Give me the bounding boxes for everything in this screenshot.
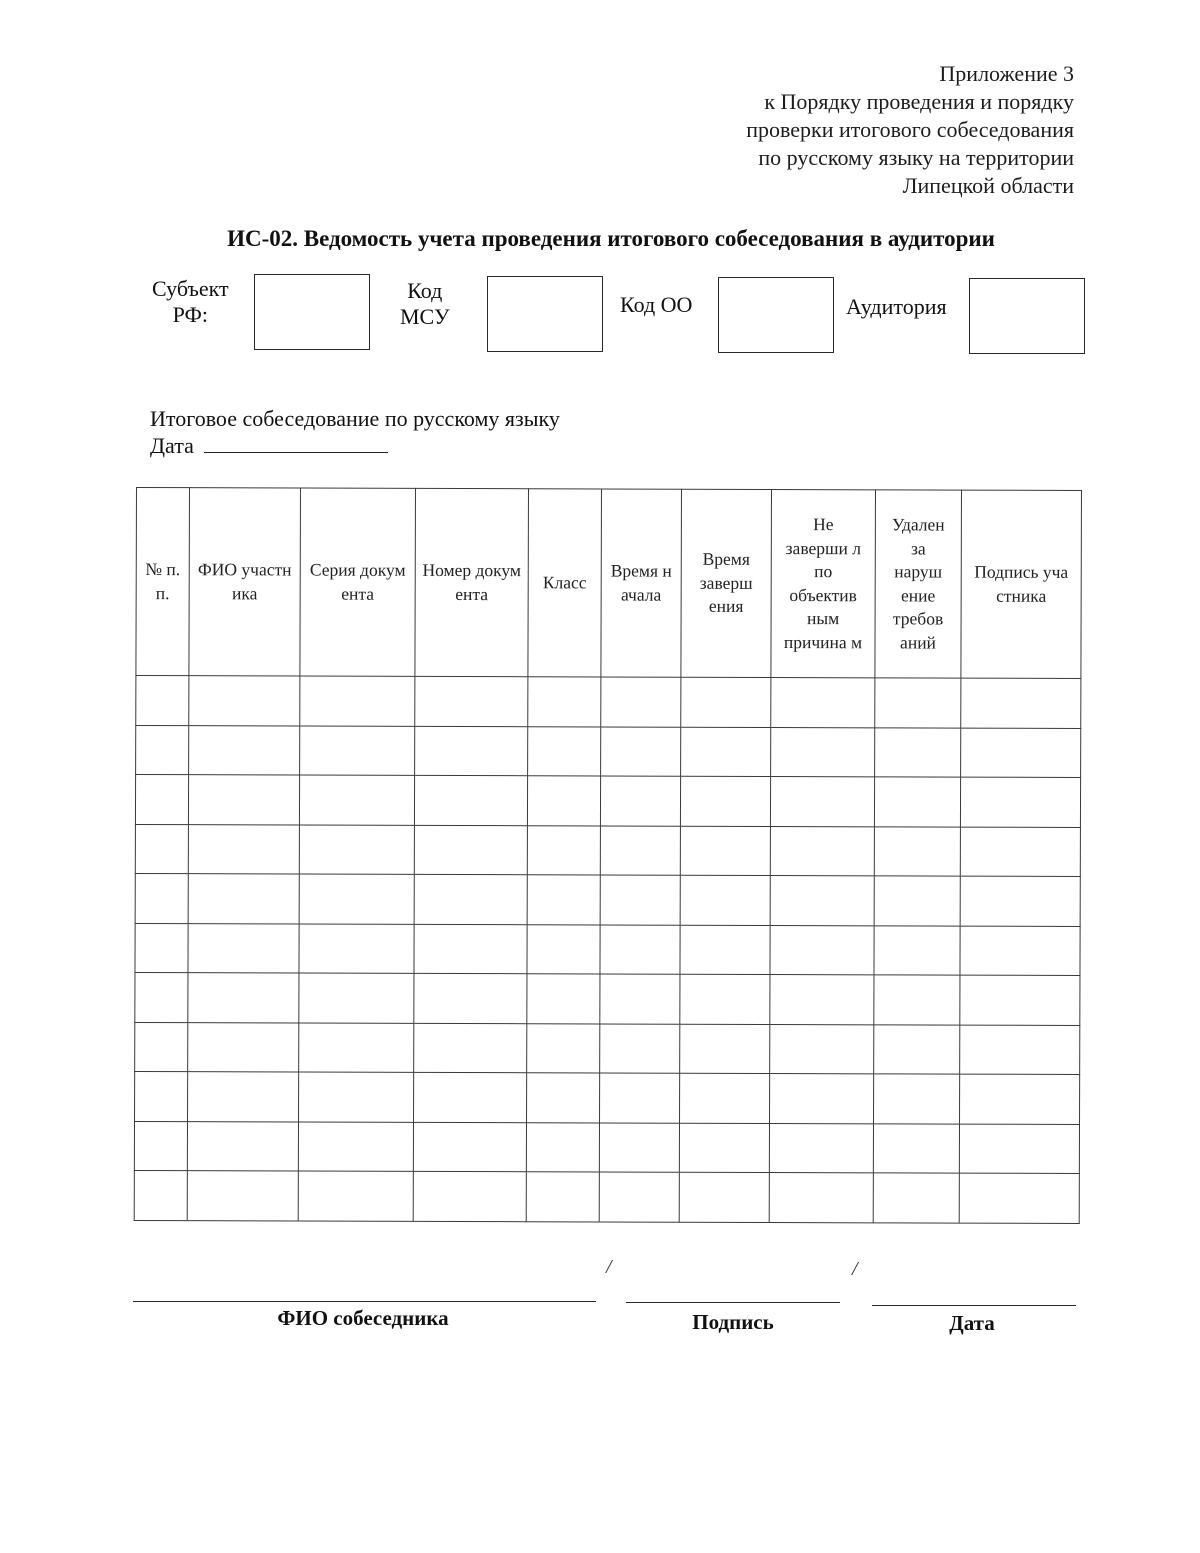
date-signature-line[interactable] <box>872 1305 1076 1306</box>
table-cell[interactable] <box>135 1071 188 1121</box>
table-cell[interactable] <box>527 1073 600 1123</box>
table-cell[interactable] <box>414 1072 527 1122</box>
subject-code-box[interactable] <box>254 274 370 350</box>
table-cell[interactable] <box>874 777 960 827</box>
table-cell[interactable] <box>600 825 680 875</box>
table-cell[interactable] <box>680 826 770 876</box>
table-cell[interactable] <box>960 975 1080 1025</box>
table-cell[interactable] <box>770 1024 874 1074</box>
table-cell[interactable] <box>135 972 188 1022</box>
separator-slash: / <box>852 1258 858 1280</box>
table-cell[interactable] <box>960 777 1080 827</box>
table-cell[interactable] <box>415 726 528 776</box>
col-header-removed: Удален за наруш ение требов аний <box>875 490 962 678</box>
table-cell[interactable] <box>299 874 414 924</box>
table-cell[interactable] <box>770 776 874 826</box>
table-cell[interactable] <box>188 775 299 825</box>
msu-label <box>400 278 450 330</box>
appendix-line: Липецкой области <box>902 173 1074 198</box>
subject-label-line1: Субъект <box>152 276 229 301</box>
msu-code-box[interactable] <box>487 276 603 352</box>
table-cell[interactable] <box>298 1122 413 1172</box>
table-cell[interactable] <box>770 925 874 975</box>
col-header-class: Класс <box>528 489 602 677</box>
table-cell[interactable] <box>136 725 189 775</box>
table-row <box>134 1170 1079 1222</box>
table-cell[interactable] <box>601 726 681 776</box>
table-cell[interactable] <box>873 1123 959 1173</box>
table-cell[interactable] <box>136 676 189 726</box>
table-cell[interactable] <box>681 677 771 727</box>
table-cell[interactable] <box>187 1171 298 1221</box>
table-row <box>134 1121 1079 1173</box>
table-cell[interactable] <box>188 824 299 874</box>
table-cell[interactable] <box>300 676 415 726</box>
table-cell[interactable] <box>414 973 527 1023</box>
table-cell[interactable] <box>526 1172 599 1222</box>
table-row <box>135 923 1080 975</box>
table-cell[interactable] <box>527 825 600 875</box>
table-cell[interactable] <box>189 725 300 775</box>
table-cell[interactable] <box>600 776 680 826</box>
subject-label-line2: РФ: <box>172 302 208 327</box>
col-header-document-number: Номер документа <box>415 488 529 676</box>
oo-label: Код ОО <box>620 292 693 317</box>
table-cell[interactable] <box>415 676 528 726</box>
document-title: ИС-02. Ведомость учета проведения итогового собеседования в аудитории <box>227 226 995 251</box>
table-cell[interactable] <box>299 1072 414 1122</box>
table-body <box>134 676 1081 1223</box>
date-label-footer: Дата <box>949 1311 995 1335</box>
table-row <box>135 824 1080 876</box>
table-cell[interactable] <box>134 1121 187 1171</box>
table-cell[interactable] <box>188 923 299 973</box>
table-row <box>135 972 1080 1024</box>
table-cell[interactable] <box>769 1172 873 1222</box>
table-cell[interactable] <box>187 1121 298 1171</box>
table-cell[interactable] <box>680 1073 770 1123</box>
table-cell[interactable] <box>298 1171 413 1221</box>
interviewer-name-label: ФИО собеседника <box>277 1306 449 1330</box>
table-row <box>136 676 1081 728</box>
table-cell[interactable] <box>771 727 875 777</box>
table-cell[interactable] <box>600 974 680 1024</box>
date-label: Дата <box>150 433 194 458</box>
auditorium-code-box[interactable] <box>969 278 1085 354</box>
table-cell[interactable] <box>680 925 770 975</box>
table-cell[interactable] <box>875 678 961 728</box>
table-cell[interactable] <box>770 974 874 1024</box>
table-cell[interactable] <box>188 874 299 924</box>
table-cell[interactable] <box>188 1072 299 1122</box>
table-row <box>135 775 1080 827</box>
table-cell[interactable] <box>680 776 770 826</box>
exam-subject: Итоговое собеседование по русскому языку <box>150 406 560 431</box>
table-cell[interactable] <box>414 775 527 825</box>
table-row <box>135 1071 1080 1123</box>
table-cell[interactable] <box>680 974 770 1024</box>
table-cell[interactable] <box>601 677 681 727</box>
table-cell[interactable] <box>413 1171 526 1221</box>
table-cell[interactable] <box>413 1122 526 1172</box>
auditorium-label: Аудитория <box>846 294 947 319</box>
table-cell[interactable] <box>300 726 415 776</box>
appendix-line: по русскому языку на территории <box>758 145 1074 170</box>
table-cell[interactable] <box>135 775 188 825</box>
table-cell[interactable] <box>873 1173 959 1223</box>
msu-label-line1: Код <box>407 278 443 303</box>
table-cell[interactable] <box>600 1023 680 1073</box>
table-row <box>136 725 1081 777</box>
table-cell[interactable] <box>874 876 960 926</box>
table-cell[interactable] <box>680 875 770 925</box>
table-cell[interactable] <box>680 1024 770 1074</box>
table-cell[interactable] <box>135 824 188 874</box>
table-cell[interactable] <box>135 923 188 973</box>
col-header-start-time: Время начала <box>601 489 682 677</box>
subject-label <box>152 276 229 328</box>
separator-slash: / <box>606 1256 612 1278</box>
date-row <box>150 432 560 459</box>
table-cell[interactable] <box>960 876 1080 926</box>
table-cell[interactable] <box>599 1122 679 1172</box>
col-header-participant-name: ФИО участника <box>189 488 301 676</box>
attendance-table <box>134 487 1082 1223</box>
table-cell[interactable] <box>681 727 771 777</box>
table-cell[interactable] <box>528 677 601 727</box>
table-cell[interactable] <box>960 926 1080 976</box>
oo-code-box[interactable] <box>718 277 834 353</box>
table-cell[interactable] <box>600 924 680 974</box>
table-cell[interactable] <box>874 975 960 1025</box>
table-cell[interactable] <box>960 1074 1080 1124</box>
col-header-not-finished: Не заверши л по объектив ным причина м <box>771 489 876 677</box>
table-cell[interactable] <box>526 1122 599 1172</box>
table-cell[interactable] <box>959 1173 1079 1223</box>
interviewer-name-line[interactable] <box>133 1301 596 1302</box>
table-cell[interactable] <box>874 925 960 975</box>
table-cell[interactable] <box>961 728 1081 778</box>
table-header-row <box>136 488 1082 679</box>
table-cell[interactable] <box>299 924 414 974</box>
col-header-participant-signature: Подпись участника <box>961 490 1082 678</box>
table-cell[interactable] <box>960 827 1080 877</box>
table-cell[interactable] <box>527 776 600 826</box>
table-cell[interactable] <box>679 1123 769 1173</box>
table-cell[interactable] <box>600 875 680 925</box>
table-row <box>135 873 1080 925</box>
table-cell[interactable] <box>874 1074 960 1124</box>
appendix-line: проверки итогового собеседования <box>746 117 1074 142</box>
table-cell[interactable] <box>599 1172 679 1222</box>
table-cell[interactable] <box>874 1024 960 1074</box>
table-cell[interactable] <box>959 1124 1079 1174</box>
table-cell[interactable] <box>134 1170 187 1220</box>
table-cell[interactable] <box>769 1123 873 1173</box>
table-cell[interactable] <box>527 974 600 1024</box>
table-cell[interactable] <box>874 826 960 876</box>
table-cell[interactable] <box>960 1025 1080 1075</box>
signature-line[interactable] <box>626 1302 840 1303</box>
table-cell[interactable] <box>679 1172 769 1222</box>
msu-label-line2: МСУ <box>400 304 450 329</box>
table-cell[interactable] <box>188 1022 299 1072</box>
table-cell[interactable] <box>135 873 188 923</box>
table-cell[interactable] <box>299 775 414 825</box>
table-cell[interactable] <box>527 924 600 974</box>
table-cell[interactable] <box>135 1022 188 1072</box>
table-cell[interactable] <box>414 825 527 875</box>
table-cell[interactable] <box>770 875 874 925</box>
intro-block <box>150 405 560 459</box>
table-cell[interactable] <box>414 1023 527 1073</box>
table-cell[interactable] <box>299 973 414 1023</box>
table-cell[interactable] <box>299 825 414 875</box>
table-cell[interactable] <box>875 727 961 777</box>
table-cell[interactable] <box>189 676 300 726</box>
table-cell[interactable] <box>771 677 875 727</box>
table-cell[interactable] <box>770 826 874 876</box>
table-cell[interactable] <box>299 1023 414 1073</box>
table-cell[interactable] <box>188 973 299 1023</box>
table-cell[interactable] <box>528 726 601 776</box>
appendix-line: Приложение 3 <box>939 61 1074 86</box>
table-cell[interactable] <box>600 1073 680 1123</box>
table-cell[interactable] <box>414 874 527 924</box>
table-row <box>135 1022 1080 1074</box>
col-header-document-series: Серия документа <box>300 488 416 676</box>
date-field[interactable] <box>204 432 388 453</box>
table-cell[interactable] <box>961 678 1081 728</box>
appendix-line: к Порядку проведения и порядку <box>764 89 1074 114</box>
table-cell[interactable] <box>527 875 600 925</box>
table-cell[interactable] <box>414 924 527 974</box>
table-cell[interactable] <box>770 1073 874 1123</box>
table-cell[interactable] <box>527 1023 600 1073</box>
col-header-end-time: Время заверш ения <box>681 489 772 677</box>
signature-label: Подпись <box>692 1310 774 1334</box>
col-header-number: № п.п. <box>136 488 190 676</box>
appendix-note <box>554 60 1074 200</box>
